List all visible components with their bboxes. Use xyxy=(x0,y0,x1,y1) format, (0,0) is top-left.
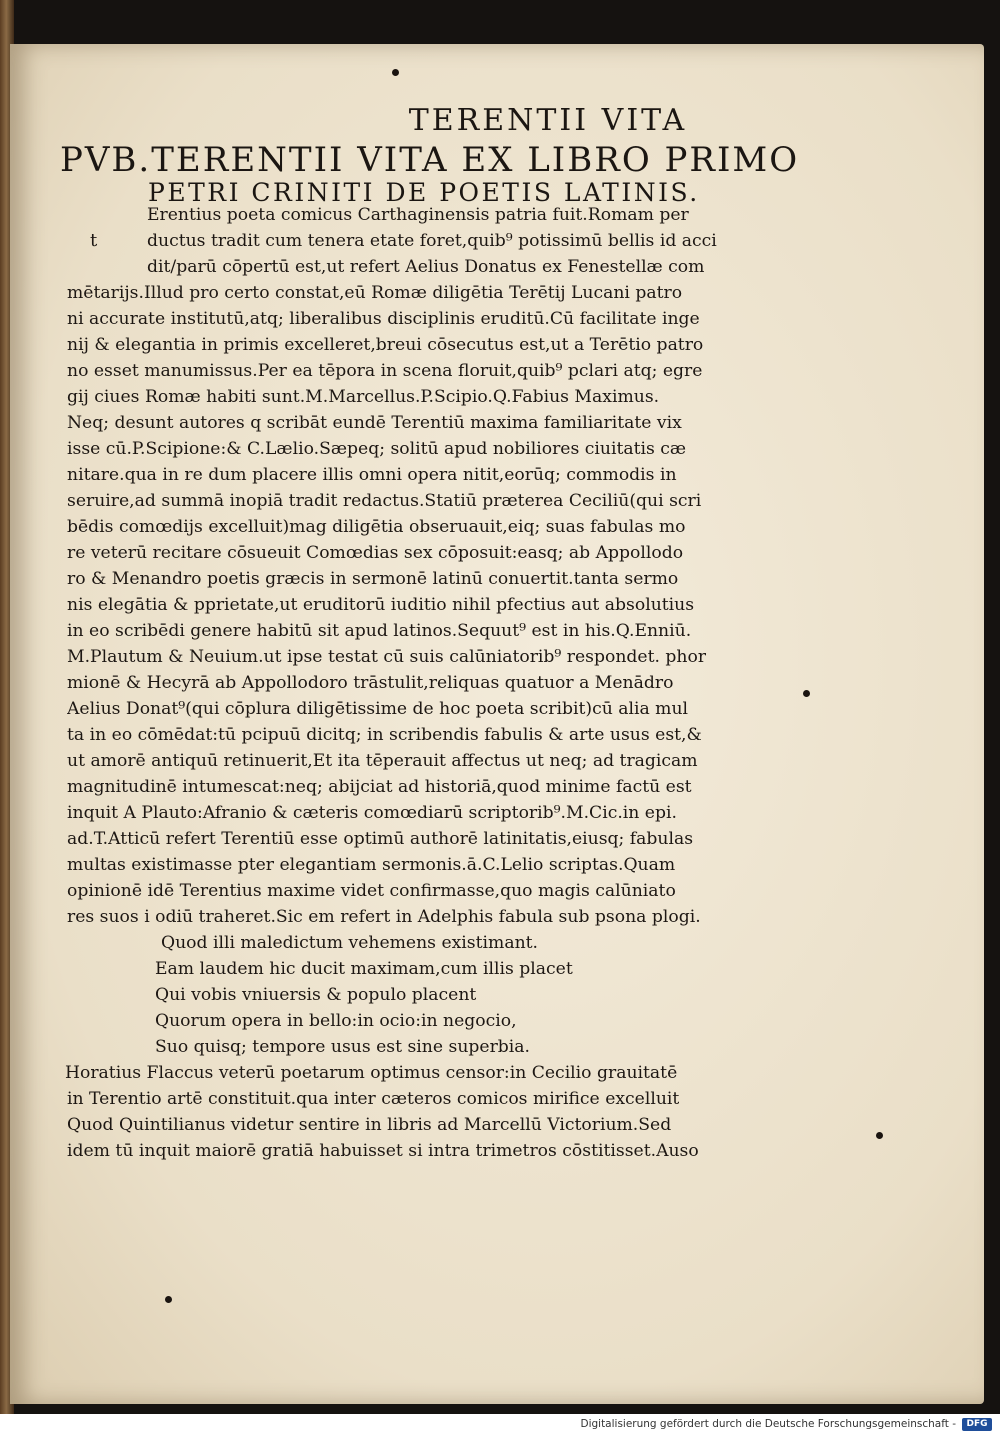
text-line: nitare.qua in re dum placere illis omni opera nitit,eorūq; commodis in xyxy=(67,465,677,485)
title-line-2: PETRI CRINITI DE POETIS LATINIS. xyxy=(148,178,700,207)
text-line: Quod Quintilianus videtur sentire in libris ad Marcellū Victorium.Sed xyxy=(67,1115,672,1135)
text-line: Erentius poeta comicus Carthaginensis patria fuit.Romam per xyxy=(147,205,689,225)
text-line: gij ciues Romæ habiti sunt.M.Marcellus.P.Scipio.Q.Fabius Maximus. xyxy=(67,387,660,407)
text-line: Aelius Donat⁹(qui cōplura diligētissime de hoc poeta scribit)cū alia mul xyxy=(67,699,689,719)
text-line: in Terentio artē constituit.qua inter cæteros comicos mirifice excelluit xyxy=(67,1089,680,1109)
dfg-logo: DFG xyxy=(962,1418,992,1431)
text-line: re veterū recitare cōsueuit Comœdias sex cōposuit:easq; ab Appollodo xyxy=(67,543,684,563)
text-line: ductus tradit cum tenera etate foret,quib⁹ potissimū bellis id acci xyxy=(147,231,717,251)
text-line: bēdis comœdijs excelluit)mag diligētia obseruauit,eiq; suas fabulas mo xyxy=(67,517,686,537)
text-line: nis elegātia & pprietate,ut eruditorū iuditio nihil pfectius aut absolutius xyxy=(67,595,695,615)
text-line: idem tū inquit maiorē gratiā habuisset si intra trimetros cōstitisset.Auso xyxy=(67,1141,699,1161)
text-line: ad.T.Atticū refert Terentiū esse optimū authorē latinitatis,eiusq; fabulas xyxy=(67,829,694,849)
footer-bar xyxy=(0,1414,1000,1436)
text-line: res suos i odiū traheret.Sic em refert in Adelphis fabula sub psona plogi. xyxy=(67,907,701,927)
text-line: seruire,ad summā inopiā tradit redactus.Statiū præterea Ceciliū(qui scri xyxy=(67,491,702,511)
text-line: mionē & Hecyrā ab Appollodoro trāstulit,reliquas quatuor a Menādro xyxy=(67,673,674,693)
text-line: Neq; desunt autores q scribāt eundē Terentiū maxima familiaritate vix xyxy=(67,413,682,433)
text-line: M.Plautum & Neuium.ut ipse testat cū suis calūniatorib⁹ respondet. phor xyxy=(67,647,707,667)
running-head: TERENTII VITA xyxy=(408,103,688,138)
initial-letter: t xyxy=(90,230,98,251)
verse-line: Suo quisq; tempore usus est sine superbia. xyxy=(155,1037,530,1057)
text-line: ro & Menandro poetis græcis in sermonē latinū conuertit.tanta sermo xyxy=(67,569,679,589)
text-line: multas existimasse pter elegantiam sermonis.ā.C.Lelio scriptas.Quam xyxy=(67,855,676,875)
text-line: Horatius Flaccus veterū poetarum optimus censor:in Cecilio grauitatē xyxy=(65,1063,678,1083)
text-line: nij & elegantia in primis excelleret,breui cōsecutus est,ut a Terētio patro xyxy=(67,335,704,355)
text-line: no esset manumissus.Per ea tēpora in scena floruit,quib⁹ pclari atq; egre xyxy=(67,361,703,381)
verse-line: Eam laudem hic ducit maximam,cum illis placet xyxy=(155,959,573,979)
text-line: dit/parū cōpertū est,ut refert Aelius Donatus ex Fenestellæ com xyxy=(147,257,705,277)
funding-credit: Digitalisierung gefördert durch die Deutsche Forschungsgemeinschaft - xyxy=(580,1418,956,1430)
title-line-1: PVB.TERENTII VITA EX LIBRO PRIMO xyxy=(60,140,800,180)
text-line: magnitudinē intumescat:neq; abijciat ad historiā,quod minime factū est xyxy=(67,777,692,797)
text-line: isse cū.P.Scipione:& C.Lælio.Sæpeq; solitū apud nobiliores ciuitatis cæ xyxy=(67,439,687,459)
text-line: mētarijs.Illud pro certo constat,eū Romæ diligētia Terētij Lucani patro xyxy=(67,283,683,303)
verse-line: Quorum opera in bello:in ocio:in negocio, xyxy=(155,1011,517,1031)
page-speck xyxy=(803,690,810,697)
page-speck xyxy=(165,1296,172,1303)
text-line: in eo scribēdi genere habitū sit apud latinos.Sequut⁹ est in his.Q.Enniū. xyxy=(67,621,692,641)
text-line: ta in eo cōmēdat:tū pcipuū dicitq; in scribendis fabulis & arte usus est,& xyxy=(67,725,702,745)
text-line: opinionē idē Terentius maxime videt confirmasse,quo magis calūniato xyxy=(67,881,676,901)
verse-line: Qui vobis vniuersis & populo placent xyxy=(155,985,477,1005)
text-line: ni accurate institutū,atq; liberalibus disciplinis eruditū.Cū facilitate inge xyxy=(67,309,700,329)
text-line: inquit A Plauto:Afranio & cæteris comœdiarū scriptorib⁹.M.Cic.in epi. xyxy=(67,803,677,823)
page-speck xyxy=(876,1132,883,1139)
text-line: ut amorē antiquū retinuerit,Et ita tēperauit affectus ut neq; ad tragicam xyxy=(67,751,698,771)
page-speck xyxy=(392,69,399,76)
verse-line: Quod illi maledictum vehemens existimant. xyxy=(161,933,539,953)
